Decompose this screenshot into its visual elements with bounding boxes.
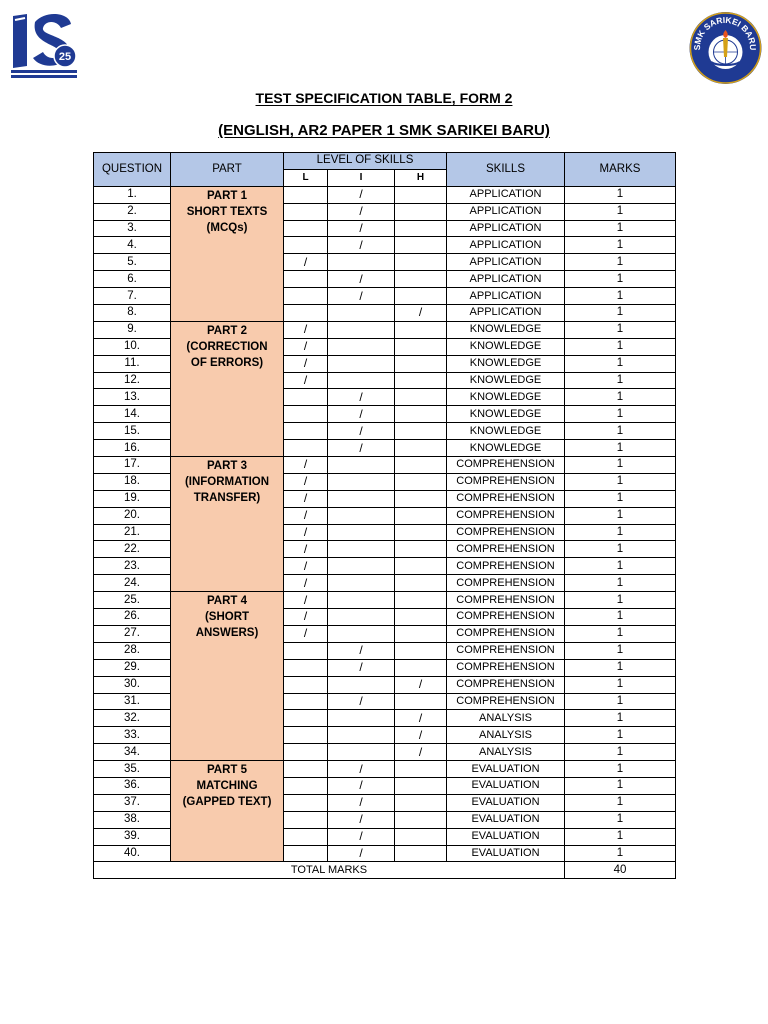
skill-cell: EVALUATION [447,811,565,828]
question-number-cell: 22. [94,541,171,558]
level-l-cell: / [284,490,328,507]
level-i-cell [328,710,395,727]
part-label-line: SHORT TEXTS [186,205,268,218]
part-label-line: TRANSFER) [193,492,261,505]
level-i-cell [328,490,395,507]
question-number-cell: 23. [94,558,171,575]
skill-cell: APPLICATION [447,203,565,220]
level-h-cell [395,237,447,254]
level-i-cell [328,558,395,575]
part-label-line: PART 4 [206,595,248,608]
marks-cell: 1 [565,777,676,794]
level-l-cell [284,271,328,288]
marks-cell: 1 [565,811,676,828]
level-l-cell: / [284,558,328,575]
level-h-cell [395,659,447,676]
level-h-cell [395,642,447,659]
question-number-cell: 7. [94,288,171,305]
level-h-cell [395,811,447,828]
question-number-cell: 21. [94,524,171,541]
level-i-cell: / [328,642,395,659]
skill-cell: COMPREHENSION [447,457,565,474]
skill-cell: KNOWLEDGE [447,355,565,372]
part-label-line: MATCHING [196,780,258,793]
question-number-cell: 33. [94,727,171,744]
level-l-cell: / [284,541,328,558]
level-h-cell [395,355,447,372]
level-i-cell: / [328,389,395,406]
marks-cell: 1 [565,305,676,322]
level-h-cell [395,592,447,609]
level-i-cell: / [328,186,395,203]
level-l-cell: / [284,457,328,474]
level-h-cell [395,761,447,778]
badge-graphic [687,10,764,86]
skill-cell: COMPREHENSION [447,693,565,710]
skill-cell: COMPREHENSION [447,659,565,676]
level-h-cell: / [395,744,447,761]
svg-text:SMK SARIKEI BARU: SMK SARIKEI BARU [691,14,759,51]
question-number-cell: 11. [94,355,171,372]
level-l-cell [284,237,328,254]
skill-cell: APPLICATION [447,288,565,305]
level-h-cell [395,625,447,642]
level-h-cell [395,473,447,490]
level-i-cell: / [328,271,395,288]
test-specification-table [93,152,676,879]
level-l-cell: / [284,592,328,609]
question-number-cell: 2. [94,203,171,220]
level-l-cell [284,220,328,237]
skill-cell: KNOWLEDGE [447,440,565,457]
level-i-cell [328,541,395,558]
level-h-cell [395,372,447,389]
marks-cell: 1 [565,659,676,676]
level-l-cell: / [284,625,328,642]
table-row [94,761,676,778]
skill-cell: EVALUATION [447,777,565,794]
skill-cell: APPLICATION [447,186,565,203]
skill-cell: ANALYSIS [447,744,565,761]
level-i-cell [328,372,395,389]
marks-cell: 1 [565,440,676,457]
level-i-cell: / [328,693,395,710]
level-i-cell [328,592,395,609]
skill-cell: ANALYSIS [447,710,565,727]
marks-cell: 1 [565,625,676,642]
level-l-cell [284,794,328,811]
level-l-cell [284,676,328,693]
part-cell [171,761,284,862]
table-body [94,186,676,862]
skill-cell: KNOWLEDGE [447,423,565,440]
level-h-cell [395,777,447,794]
level-l-cell [284,389,328,406]
skill-cell: EVALUATION [447,845,565,862]
marks-cell: 1 [565,541,676,558]
part-cell [171,457,284,592]
level-l-cell: / [284,473,328,490]
marks-cell: 1 [565,592,676,609]
level-i-cell [328,744,395,761]
level-h-cell [395,794,447,811]
question-number-cell: 26. [94,609,171,626]
level-i-cell: / [328,777,395,794]
level-l-cell [284,828,328,845]
level-i-cell: / [328,828,395,845]
level-h-cell [395,609,447,626]
level-h-cell [395,558,447,575]
header-level-h: H [395,169,447,186]
level-l-cell: / [284,321,328,338]
question-number-cell: 29. [94,659,171,676]
level-l-cell [284,845,328,862]
skill-cell: EVALUATION [447,794,565,811]
skill-cell: APPLICATION [447,271,565,288]
question-number-cell: 6. [94,271,171,288]
skill-cell: COMPREHENSION [447,507,565,524]
skill-cell: APPLICATION [447,254,565,271]
level-l-cell: / [284,355,328,372]
question-number-cell: 10. [94,338,171,355]
level-l-cell [284,777,328,794]
level-l-cell: / [284,372,328,389]
skill-cell: COMPREHENSION [447,558,565,575]
level-i-cell: / [328,794,395,811]
question-number-cell: 27. [94,625,171,642]
skill-cell: KNOWLEDGE [447,389,565,406]
skill-cell: COMPREHENSION [447,592,565,609]
level-h-cell: / [395,710,447,727]
level-i-cell [328,625,395,642]
level-l-cell: / [284,254,328,271]
question-number-cell: 3. [94,220,171,237]
table-row [94,321,676,338]
level-l-cell [284,710,328,727]
document-title: TEST SPECIFICATION TABLE, FORM 2 [255,90,513,106]
question-number-cell: 28. [94,642,171,659]
level-i-cell [328,609,395,626]
marks-cell: 1 [565,794,676,811]
question-number-cell: 32. [94,710,171,727]
level-i-cell [328,355,395,372]
level-i-cell: / [328,203,395,220]
part-label-line: PART 1 [206,189,248,202]
level-l-cell [284,203,328,220]
part-label-line: PART 2 [206,324,248,337]
level-l-cell: / [284,575,328,592]
svg-text:25: 25 [58,51,72,63]
question-number-cell: 14. [94,406,171,423]
level-h-cell: / [395,305,447,322]
header-level-of-skills: LEVEL OF SKILLS [284,153,447,170]
level-h-cell [395,254,447,271]
school-emblem-logo [7,8,80,82]
skill-cell: APPLICATION [447,237,565,254]
part-label-line: PART 3 [206,460,248,473]
question-number-cell: 38. [94,811,171,828]
level-i-cell [328,305,395,322]
skill-cell: COMPREHENSION [447,490,565,507]
marks-cell: 1 [565,271,676,288]
marks-cell: 1 [565,575,676,592]
level-i-cell: / [328,237,395,254]
level-i-cell [328,676,395,693]
level-l-cell [284,406,328,423]
level-h-cell [395,186,447,203]
level-h-cell: / [395,676,447,693]
skill-cell: EVALUATION [447,761,565,778]
marks-cell: 1 [565,676,676,693]
school-badge-logo [687,10,764,86]
marks-cell: 1 [565,507,676,524]
header-level-l: L [284,169,328,186]
level-h-cell [395,406,447,423]
question-number-cell: 16. [94,440,171,457]
marks-cell: 1 [565,727,676,744]
marks-cell: 1 [565,845,676,862]
level-l-cell [284,288,328,305]
skill-cell: COMPREHENSION [447,625,565,642]
marks-cell: 1 [565,473,676,490]
document-subtitle: (ENGLISH, AR2 PAPER 1 SMK SARIKEI BARU) [218,122,550,139]
level-i-cell [328,457,395,474]
level-i-cell: / [328,811,395,828]
level-i-cell: / [328,406,395,423]
skill-cell: COMPREHENSION [447,575,565,592]
skill-cell: APPLICATION [447,305,565,322]
question-number-cell: 31. [94,693,171,710]
question-number-cell: 34. [94,744,171,761]
header-part: PART [171,153,284,187]
header-marks: MARKS [565,153,676,187]
level-h-cell [395,457,447,474]
question-number-cell: 37. [94,794,171,811]
question-number-cell: 15. [94,423,171,440]
level-h-cell [395,524,447,541]
level-l-cell [284,186,328,203]
marks-cell: 1 [565,524,676,541]
marks-cell: 1 [565,558,676,575]
table-row [94,186,676,203]
level-l-cell: / [284,524,328,541]
level-h-cell [395,440,447,457]
marks-cell: 1 [565,186,676,203]
marks-cell: 1 [565,338,676,355]
level-h-cell [395,271,447,288]
level-i-cell [328,321,395,338]
level-l-cell [284,693,328,710]
marks-cell: 1 [565,609,676,626]
question-number-cell: 35. [94,761,171,778]
marks-cell: 1 [565,321,676,338]
level-h-cell [395,423,447,440]
header-skills: SKILLS [447,153,565,187]
question-number-cell: 24. [94,575,171,592]
part-label-line: OF ERRORS) [190,356,264,369]
level-i-cell [328,727,395,744]
level-l-cell [284,727,328,744]
question-number-cell: 20. [94,507,171,524]
level-l-cell [284,744,328,761]
marks-cell: 1 [565,406,676,423]
level-h-cell [395,389,447,406]
level-h-cell [395,845,447,862]
level-i-cell: / [328,288,395,305]
marks-cell: 1 [565,237,676,254]
level-l-cell: / [284,609,328,626]
question-number-cell: 39. [94,828,171,845]
level-h-cell [395,321,447,338]
marks-cell: 1 [565,389,676,406]
marks-cell: 1 [565,423,676,440]
part-cell [171,186,284,321]
skill-cell: COMPREHENSION [447,473,565,490]
level-h-cell [395,220,447,237]
skill-cell: KNOWLEDGE [447,372,565,389]
level-l-cell: / [284,507,328,524]
table-row [94,592,676,609]
level-i-cell [328,575,395,592]
level-h-cell [395,490,447,507]
level-i-cell [328,254,395,271]
level-h-cell [395,507,447,524]
question-number-cell: 4. [94,237,171,254]
part-label-line: ANSWERS) [195,627,259,640]
part-cell [171,321,284,456]
level-i-cell: / [328,845,395,862]
skill-cell: KNOWLEDGE [447,321,565,338]
skill-cell: COMPREHENSION [447,524,565,541]
total-marks-label: TOTAL MARKS [94,862,565,879]
level-l-cell [284,811,328,828]
marks-cell: 1 [565,490,676,507]
question-number-cell: 19. [94,490,171,507]
marks-cell: 1 [565,642,676,659]
part-label-line: PART 5 [206,764,248,777]
level-i-cell: / [328,220,395,237]
skill-cell: APPLICATION [447,220,565,237]
marks-cell: 1 [565,744,676,761]
header-question: QUESTION [94,153,171,187]
level-i-cell: / [328,423,395,440]
level-h-cell [395,828,447,845]
marks-cell: 1 [565,828,676,845]
marks-cell: 1 [565,761,676,778]
part-label-line: (GAPPED TEXT) [182,796,272,809]
question-number-cell: 36. [94,777,171,794]
level-h-cell [395,575,447,592]
total-marks-value: 40 [565,862,676,879]
skill-cell: COMPREHENSION [447,541,565,558]
level-i-cell: / [328,440,395,457]
marks-cell: 1 [565,288,676,305]
question-number-cell: 5. [94,254,171,271]
marks-cell: 1 [565,457,676,474]
part-label-line: (INFORMATION [184,476,270,489]
level-h-cell [395,693,447,710]
level-i-cell: / [328,659,395,676]
level-i-cell [328,524,395,541]
marks-cell: 1 [565,372,676,389]
question-number-cell: 1. [94,186,171,203]
level-l-cell [284,659,328,676]
part-label-line: (CORRECTION [186,340,268,353]
marks-cell: 1 [565,693,676,710]
level-l-cell [284,305,328,322]
part-label-line: (SHORT [204,611,250,624]
level-h-cell [395,541,447,558]
level-h-cell [395,203,447,220]
skill-cell: COMPREHENSION [447,642,565,659]
skill-cell: EVALUATION [447,828,565,845]
level-i-cell [328,338,395,355]
level-l-cell [284,423,328,440]
question-number-cell: 12. [94,372,171,389]
question-number-cell: 18. [94,473,171,490]
question-number-cell: 25. [94,592,171,609]
part-label-line: (MCQs) [206,221,248,234]
skill-cell: COMPREHENSION [447,609,565,626]
level-h-cell [395,338,447,355]
question-number-cell: 40. [94,845,171,862]
question-number-cell: 30. [94,676,171,693]
part-cell [171,592,284,761]
header-level-i: I [328,169,395,186]
level-l-cell: / [284,338,328,355]
table-row [94,457,676,474]
marks-cell: 1 [565,254,676,271]
question-number-cell: 8. [94,305,171,322]
marks-cell: 1 [565,220,676,237]
skill-cell: COMPREHENSION [447,676,565,693]
level-i-cell [328,473,395,490]
question-number-cell: 9. [94,321,171,338]
level-i-cell [328,507,395,524]
question-number-cell: 17. [94,457,171,474]
question-number-cell: 13. [94,389,171,406]
level-i-cell: / [328,761,395,778]
level-l-cell [284,761,328,778]
marks-cell: 1 [565,710,676,727]
level-l-cell [284,642,328,659]
skill-cell: ANALYSIS [447,727,565,744]
level-h-cell: / [395,727,447,744]
emblem-graphic [7,8,80,82]
level-h-cell [395,288,447,305]
level-l-cell [284,440,328,457]
marks-cell: 1 [565,203,676,220]
skill-cell: KNOWLEDGE [447,338,565,355]
skill-cell: KNOWLEDGE [447,406,565,423]
marks-cell: 1 [565,355,676,372]
